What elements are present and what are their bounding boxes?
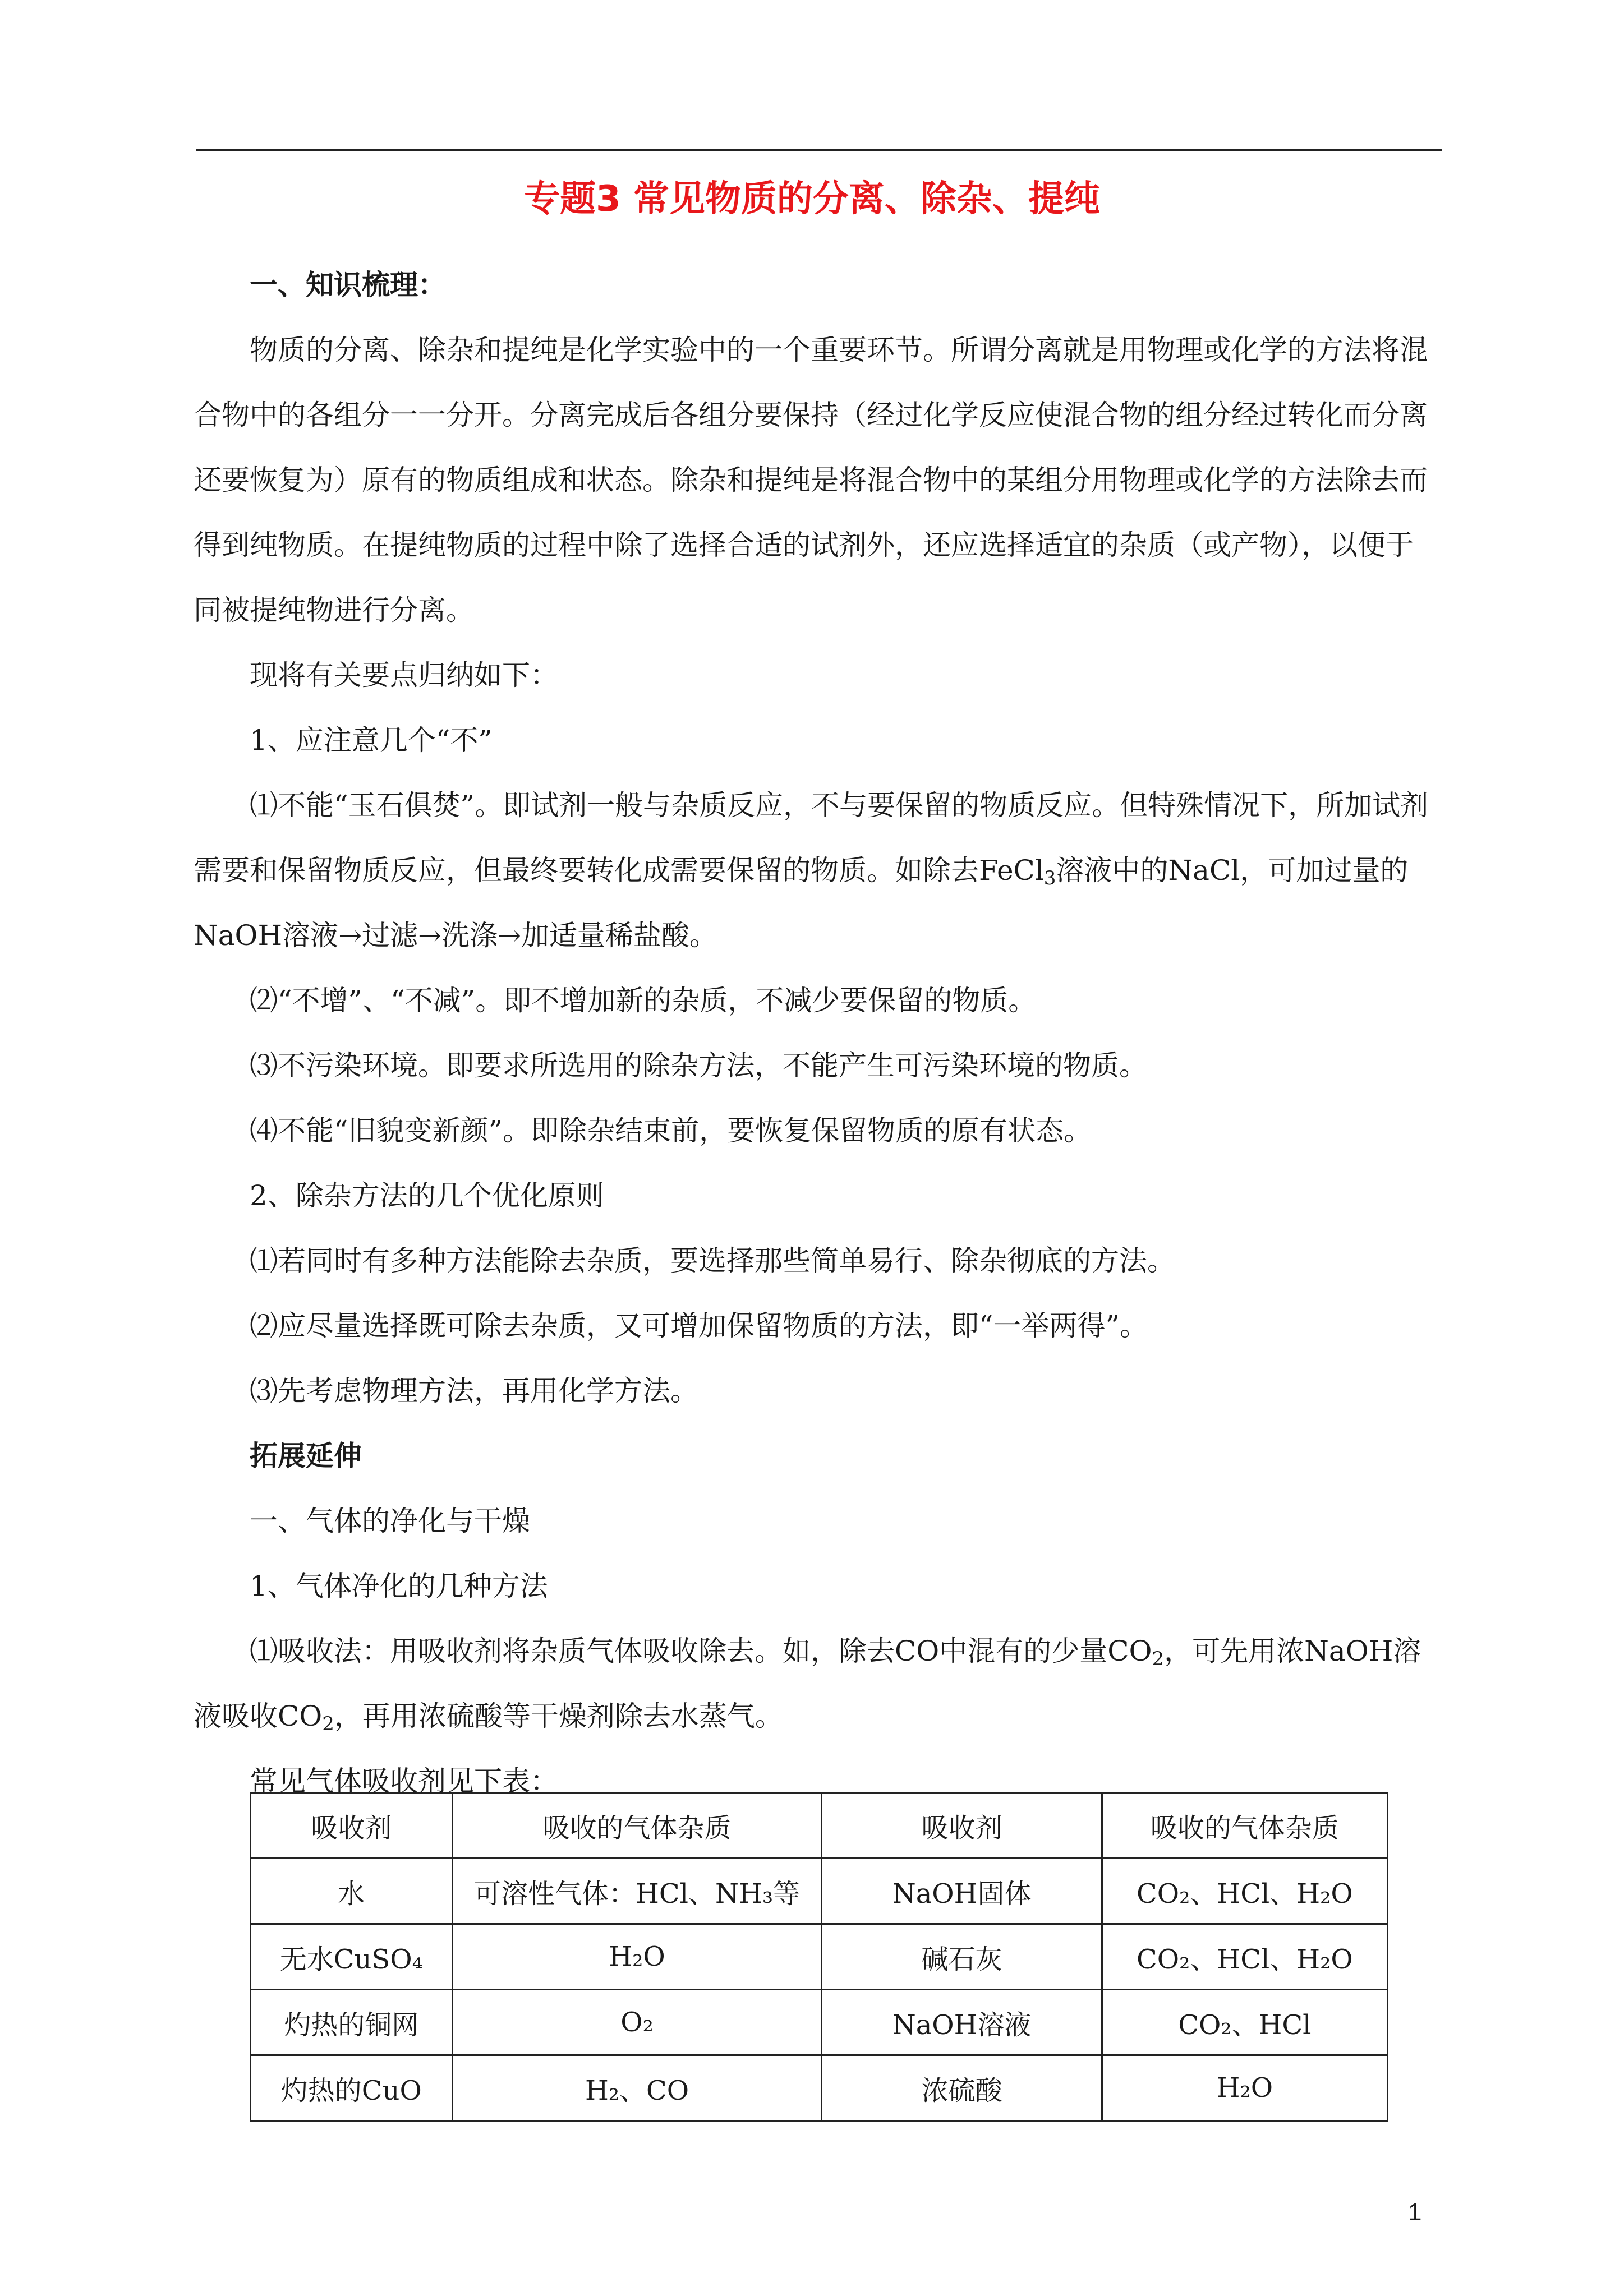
header-rule xyxy=(196,149,1442,151)
absorbent-table xyxy=(250,1792,1388,2122)
absorb-sub-1: 2 xyxy=(1152,1648,1165,1670)
table-cell: 水 xyxy=(251,1859,453,1924)
table-cell: 浓硫酸 xyxy=(822,2055,1102,2121)
absorb-text-3: ，再用浓硫酸等干燥剂除去水蒸气。 xyxy=(334,1700,783,1732)
table-cell: CO₂、HCl、H₂O xyxy=(1102,1859,1387,1924)
extension-heading: 拓展延伸 xyxy=(250,1440,362,1472)
intro-paragraph-text: 物质的分离、除杂和提纯是化学实验中的一个重要环节。所谓分离就是用物理或化学的方法将混合物中的各组分一一分开。分离完成后各组分要保持（经过化学反应使混合物的组分经过转化而分离还要恢复为）原有的物质组成和状态。除杂和提纯是将混合物中的某组分用物理或化学的方法除去而得到纯物质。在提纯物质的过程中除了选择合适的试剂外，还应选择适宜的杂质（或产物），以便于同被提纯物进行分离。 xyxy=(194,334,1428,626)
table-header-cell: 吸收的气体杂质 xyxy=(452,1793,822,1859)
absorb-text-1: ⑴吸收法：用吸收剂将杂质气体吸收除去。如，除去CO中混有的少量CO xyxy=(250,1635,1152,1667)
absorb-method-paragraph xyxy=(194,1619,1439,1749)
absorb-text-2: ，可先用浓NaOH溶液吸收CO xyxy=(194,1635,1421,1732)
table-header-row xyxy=(251,1793,1388,1859)
table-cell: 灼热的CuO xyxy=(251,2055,453,2121)
page-title: 专题3 常见物质的分离、除杂、提纯 xyxy=(524,178,1100,220)
table-cell: H₂O xyxy=(452,1924,822,1990)
section-heading-knowledge: 一、知识梳理： xyxy=(250,269,446,301)
point1-item-b: ⑵“不增”、“不减”。即不增加新的杂质，不减少要保留的物质。 xyxy=(250,984,1037,1017)
point2-item: ⑶先考虑物理方法，再用化学方法。 xyxy=(250,1375,698,1407)
table-header-cell: 吸收的气体杂质 xyxy=(1102,1793,1387,1859)
point1-item-a-text2: 溶液中的NaCl，可加过量的NaOH溶液→过滤→洗涤→加适量稀盐酸。 xyxy=(194,854,1409,952)
point1-item-c: ⑶不污染环境。即要求所选用的除杂方法，不能产生可污染环境的物质。 xyxy=(250,1049,1147,1082)
table-row xyxy=(251,1924,1388,1990)
table-cell: 无水CuSO₄ xyxy=(251,1924,453,1990)
table-cell: 碱石灰 xyxy=(822,1924,1102,1990)
table-row xyxy=(251,1990,1388,2055)
gas-sub-heading: 1、气体净化的几种方法 xyxy=(250,1570,548,1602)
table-cell: H₂、CO xyxy=(452,2055,822,2121)
table-header-cell: 吸收剂 xyxy=(822,1793,1102,1859)
point2-item: ⑴若同时有多种方法能除去杂质，要选择那些简单易行、除杂彻底的方法。 xyxy=(250,1244,1175,1277)
table-cell: 可溶性气体：HCl、NH₃等 xyxy=(452,1859,822,1924)
point2-heading: 2、除杂方法的几个优化原则 xyxy=(250,1179,604,1212)
point1-item-a xyxy=(194,773,1439,968)
summary-intro: 现将有关要点归纳如下： xyxy=(250,659,558,691)
table-cell: CO₂、HCl、H₂O xyxy=(1102,1924,1387,1990)
table-cell: CO₂、HCl xyxy=(1102,1990,1387,2055)
point2-item: ⑵应尽量选择既可除去杂质，又可增加保留物质的方法，即“一举两得”。 xyxy=(250,1310,1148,1342)
point1-item-d: ⑷不能“旧貌变新颜”。即除杂结束前，要恢复保留物质的原有状态。 xyxy=(250,1114,1092,1147)
gas-heading: 一、气体的净化与干燥 xyxy=(250,1505,530,1537)
table-cell: O₂ xyxy=(452,1990,822,2055)
point1-item-a-sub: 3 xyxy=(1043,867,1056,889)
table-intro: 常见气体吸收剂见下表： xyxy=(250,1765,558,1797)
table-cell: H₂O xyxy=(1102,2055,1387,2121)
table-row xyxy=(251,1859,1388,1924)
content-body xyxy=(194,252,1439,1814)
point1-item-a-text1: ⑴不能“玉石俱焚”。即试剂一般与杂质反应，不与要保留的物质反应。但特殊情况下，所加试剂需要和保留物质反应，但最终要转化成需要保留的物质。如除去FeCl xyxy=(194,789,1429,887)
page-number: 1 xyxy=(1408,2198,1422,2226)
table-cell: NaOH溶液 xyxy=(822,1990,1102,2055)
table-row xyxy=(251,2055,1388,2121)
point1-heading: 1、应注意几个“不” xyxy=(250,724,493,757)
absorb-sub-2: 2 xyxy=(322,1713,334,1735)
intro-paragraph xyxy=(194,317,1439,643)
table-cell: 灼热的铜网 xyxy=(251,1990,453,2055)
table-cell: NaOH固体 xyxy=(822,1859,1102,1924)
table-header-cell: 吸收剂 xyxy=(251,1793,453,1859)
